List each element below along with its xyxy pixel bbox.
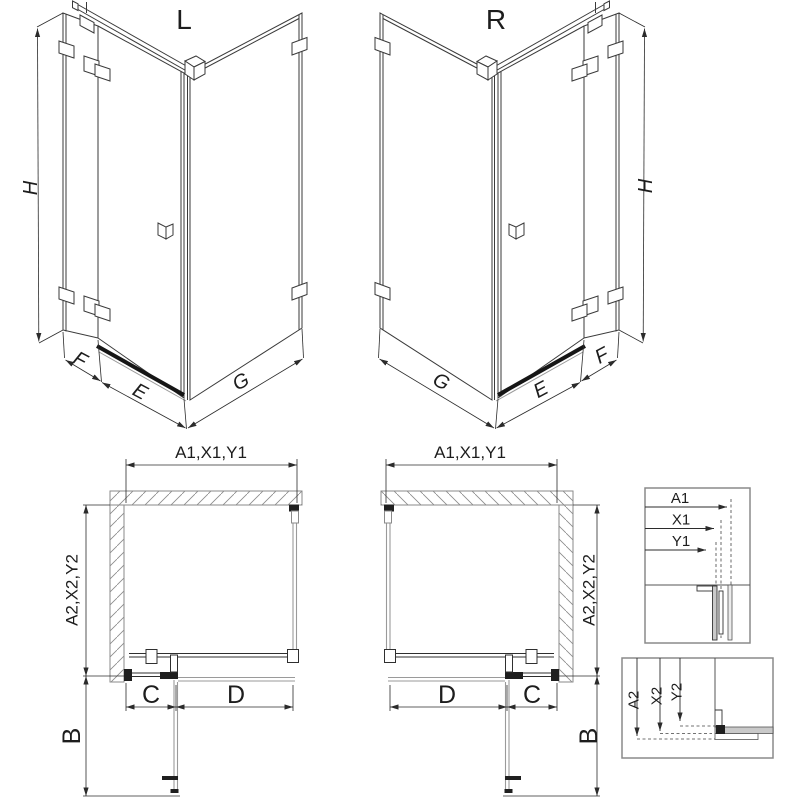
dim-e-right: E xyxy=(529,377,553,403)
plan-right-top-dim: A1,X1,Y1 xyxy=(434,443,506,462)
dim-f-left: F xyxy=(69,347,91,373)
plan-right-side-dim: A2,X2,Y2 xyxy=(579,554,599,626)
plan-left-dim-c: C xyxy=(141,681,161,709)
detail-box-vertical xyxy=(622,658,773,758)
detail-box-horizontal xyxy=(645,488,750,643)
detail-label-y1: Y1 xyxy=(671,533,691,550)
plan-view-left xyxy=(83,459,302,796)
dim-g-left: G xyxy=(228,368,254,396)
detail-label-y2: Y2 xyxy=(668,682,686,702)
dim-e-left: E xyxy=(128,379,152,405)
plan-view-right xyxy=(381,459,600,796)
sill-profile-section xyxy=(715,710,773,740)
plan-right-dim-b: B xyxy=(575,727,603,745)
detail-label-a1: A1 xyxy=(670,490,690,507)
plan-left-dim-b: B xyxy=(58,727,86,745)
plan-left-top-dim: A1,X1,Y1 xyxy=(175,443,247,462)
detail-label-x2: X2 xyxy=(648,686,666,706)
dim-f-right: F xyxy=(591,343,613,369)
iso-left-title: L xyxy=(176,4,192,35)
detail-label-x1: X1 xyxy=(671,511,691,529)
detail-label-a2: A2 xyxy=(625,690,643,710)
dim-h-right: H xyxy=(635,178,657,194)
plan-left-dim-d: D xyxy=(226,681,246,709)
plan-left-side-dim: A2,X2,Y2 xyxy=(62,554,82,626)
plan-right-dim-d: D xyxy=(437,681,457,709)
dim-g-right: G xyxy=(428,368,454,396)
wall-profile-section xyxy=(697,585,732,640)
iso-right-title: R xyxy=(485,4,507,35)
plan-right-dim-c: C xyxy=(522,681,542,709)
dim-h-left: H xyxy=(20,180,42,196)
